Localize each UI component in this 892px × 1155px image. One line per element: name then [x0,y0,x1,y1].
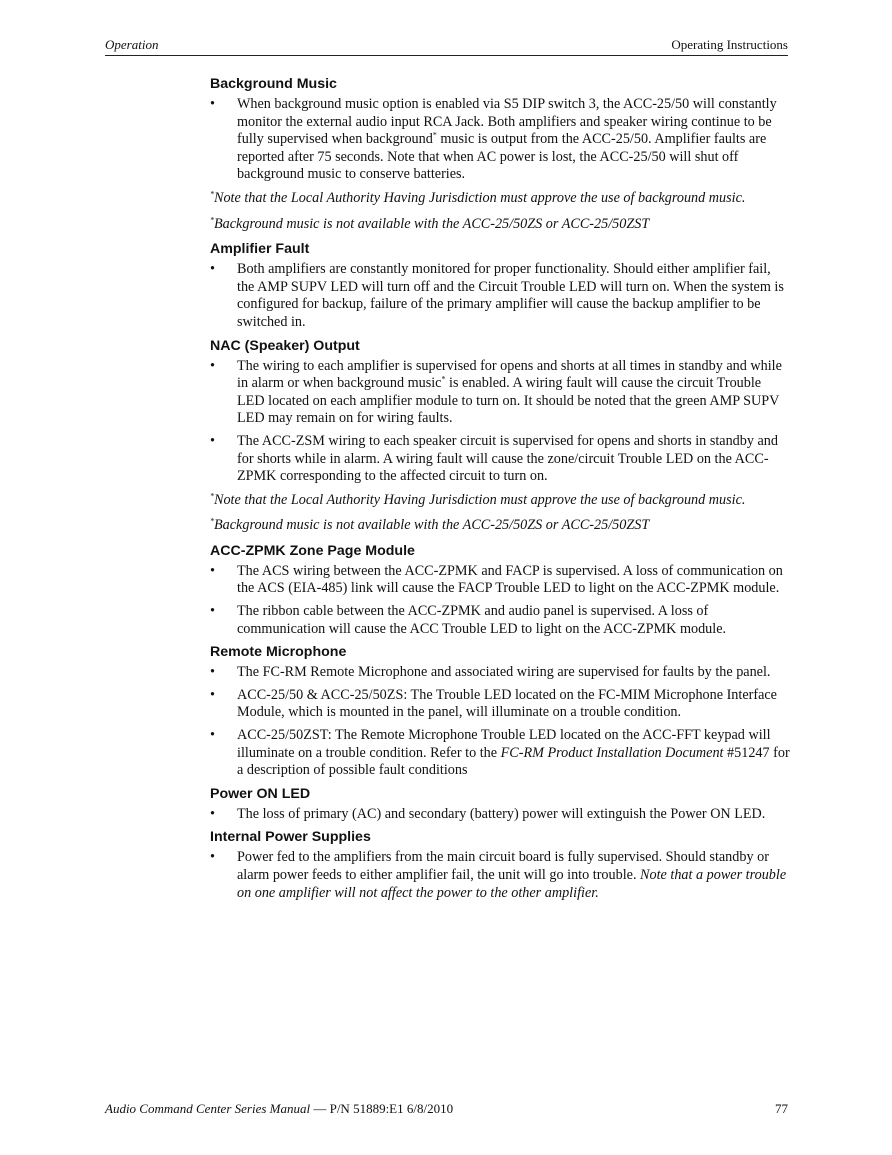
list-item: • Power fed to the amplifiers from the main circuit board is fully supervised. Should standby or alarm power feeds to either amplifier fail, the unit will go into trouble. Note that a power trouble on one amplifier will not affect the power to the other amplifier. [210,849,787,901]
page-content [210,76,790,908]
list-item: • The wiring to each amplifier is supervised for opens and shorts at all times in standby and while in alarm or when background music* is enabled. A wiring fault will cause the circuit Trouble LED located on each amplifier module to turn on. It should be noted that the green AMP SUPV LED may remain on for wiring faults. [210,357,782,427]
heading-nac-output: NAC (Speaker) Output [210,337,360,354]
heading-power-led: Power ON LED [210,785,311,802]
heading-zpmk: ACC-ZPMK Zone Page Module [210,542,415,559]
heading-remote-microphone: Remote Microphone [210,644,347,661]
heading-background-music: Background Music [210,76,337,92]
heading-amplifier-fault: Amplifier Fault [210,241,310,258]
list-item: • The ACC-ZSM wiring to each speaker circuit is supervised for opens and shorts in standby and for shorts while in alarm. A wiring fault will cause the zone/circuit Trouble LED on the ACC-ZPMK corresponding to the affected circuit to turn on. [210,432,778,485]
bullet-icon: • [210,686,215,703]
footnote-ahj: *Note that the Local Authority Having Jurisdiction must approve the use of background music. [210,490,746,508]
list-item: • When background music option is enabled via S5 DIP switch 3, the ACC-25/50 will constantly monitor the external audio input RCA Jack. Both amplifiers and speaker wiring continue to be fully supervised when background* music is output from the ACC-25/50. Amplifier faults are reported after 75 seconds. Note that when AC power is lost, the ACC-25/50 will shut off background music to conserve batteries. [210,96,777,183]
list-item: • ACC-25/50ZST: The Remote Microphone Trouble LED located on the ACC-FFT keypad will illuminate on a trouble condition. Refer to the FC-RM Product Installation Document #51247 for a description of possible fault conditions [210,727,790,779]
header-chapter: Operating Instructions [671,37,788,52]
bullet-icon: • [210,805,215,822]
bullet-icon: • [210,664,215,681]
list-zpmk [210,563,790,638]
heading-internal-power: Internal Power Supplies [210,829,371,846]
document-reference: FC-RM Product Installation Document [500,744,724,761]
list-internal-power [210,849,790,902]
page-number: 77 [775,1101,788,1116]
header-section: Operation [105,37,159,52]
list-amplifier-fault [210,261,790,331]
list-item: • The FC-RM Remote Microphone and associated wiring are supervised for faults by the panel. [210,664,771,681]
bullet-icon: • [210,96,215,112]
bullet-icon: • [210,603,215,620]
list-item: • The ribbon cable between the ACC-ZPMK and audio panel is supervised. A loss of communication will cause the ACC Trouble LED to light on the ACC-ZPMK module. [210,603,727,637]
header-divider [105,55,788,56]
bullet-icon: • [210,562,215,579]
bullet-icon: • [210,261,215,278]
bullet-icon: • [210,432,215,449]
bullet-icon: • [210,357,215,374]
footnote-availability: *Background music is not available with the ACC-25/50ZS or ACC-25/50ZST [210,214,650,232]
bullet-icon: • [210,727,215,744]
list-item: • ACC-25/50 & ACC-25/50ZS: The Trouble LED located on the FC-MIM Microphone Interface Module, which is mounted in the panel, will illuminate on a trouble condition. [210,686,777,721]
footnote-ahj: *Note that the Local Authority Having Jurisdiction must approve the use of background music. [210,189,746,206]
list-power-led [210,806,790,824]
footer-title: Audio Command Center Series Manual — P/N 51889:E1 6/8/2010 [105,1101,454,1116]
list-item: • The ACS wiring between the ACC-ZPMK and FACP is supervised. A loss of communication on the ACS (EIA-485) link will cause the FACP Trouble LED to light on the ACC-ZPMK module. [210,562,783,597]
list-item: • Both amplifiers are constantly monitored for proper functionality. Should either amplifier fail, the AMP SUPV LED will turn off and the Circuit Trouble LED will turn on. When the system is configured for backup, failure of the primary amplifier will cause the backup amplifier to be switched in. [210,261,784,330]
list-nac-output [210,358,790,486]
italic-note: Note that a power trouble on one amplifier will not affect the power to the other amplifier. [237,867,787,901]
footnote-availability: *Background music is not available with the ACC-25/50ZS or ACC-25/50ZST [210,516,650,534]
list-background-music [210,96,790,184]
list-remote-microphone [210,664,790,780]
list-item: • The loss of primary (AC) and secondary (battery) power will extinguish the Power ON LED. [210,805,766,822]
bullet-icon: • [210,849,215,866]
